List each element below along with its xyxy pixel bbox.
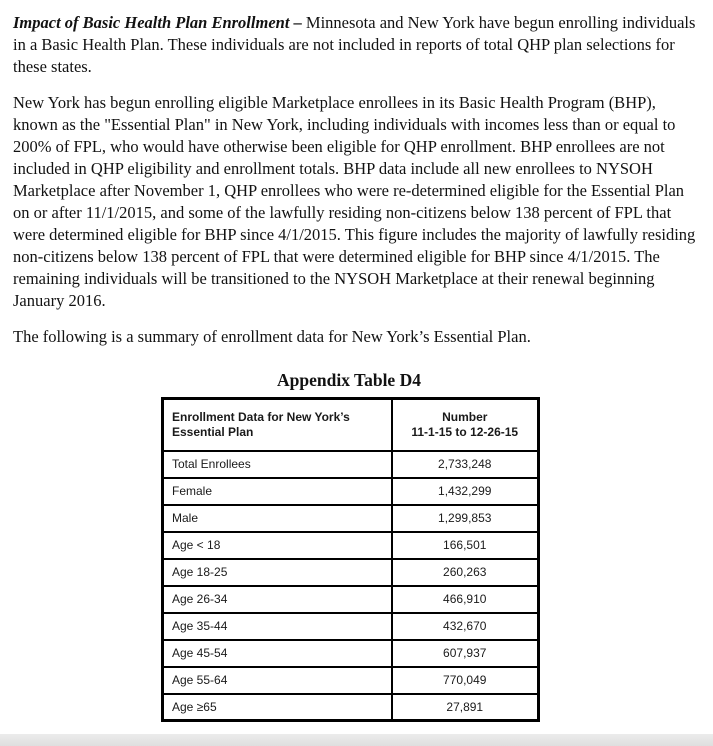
table-row bbox=[163, 505, 539, 532]
table-row bbox=[163, 586, 539, 613]
paragraph-heading: Impact of Basic Health Plan Enrollment bbox=[13, 13, 290, 32]
table-row bbox=[163, 667, 539, 694]
table-caption-wrap bbox=[161, 370, 537, 391]
row-label: Age 18-25 bbox=[163, 559, 392, 586]
heading-dash: – bbox=[289, 13, 306, 32]
table-header-row bbox=[163, 399, 539, 451]
row-label: Age 45-54 bbox=[163, 640, 392, 667]
row-value: 466,910 bbox=[392, 586, 539, 613]
intro-paragraph bbox=[13, 12, 701, 78]
row-label: Age 55-64 bbox=[163, 667, 392, 694]
table-header-number bbox=[392, 399, 539, 451]
row-value: 260,263 bbox=[392, 559, 539, 586]
row-value: 2,733,248 bbox=[392, 451, 539, 478]
enrollment-table bbox=[161, 397, 540, 722]
row-label: Male bbox=[163, 505, 392, 532]
row-label: Female bbox=[163, 478, 392, 505]
table-header-number-line1: Number bbox=[442, 409, 488, 424]
table-header-number-line2: 11-1-15 to 12-26-15 bbox=[411, 424, 519, 439]
row-value: 770,049 bbox=[392, 667, 539, 694]
table-row bbox=[163, 451, 539, 478]
row-label: Age < 18 bbox=[163, 532, 392, 559]
bhp-detail-paragraph: New York has begun enrolling eligible Marketplace enrollees in its Basic Health Program (BHP), known as the "Essential Plan" in New York, including individuals with incomes less than or equal to 200% of FPL, who would have otherwise been eligible for QHP enrollment. BHP enrollees are not included in QHP eligibility and enrollment totals. BHP data include all new enrollees to NYSOH Marketplace after November 1, QHP enrollees who were re-determined eligible for the Essential Plan on or after 11/1/2015, and some of the lawfully residing non-citizens below 138 percent of FPL that were determined eligible for BHP since 4/1/2015. This figure includes the majority of lawfully residing non-citizens below 138 percent of FPL that were determined eligible for BHP since 4/1/2015. The remaining individuals will be transitioned to the NYSOH Marketplace at their renewal beginning January 2016. bbox=[13, 93, 696, 310]
row-value: 166,501 bbox=[392, 532, 539, 559]
row-value: 607,937 bbox=[392, 640, 539, 667]
row-label: Age 35-44 bbox=[163, 613, 392, 640]
table-row bbox=[163, 694, 539, 721]
table-title: Appendix Table D4 bbox=[277, 370, 421, 390]
scan-bottom-edge bbox=[0, 734, 713, 746]
table-row bbox=[163, 532, 539, 559]
table-row bbox=[163, 478, 539, 505]
row-value: 432,670 bbox=[392, 613, 539, 640]
table-row bbox=[163, 559, 539, 586]
row-value: 1,432,299 bbox=[392, 478, 539, 505]
table-header-label: Enrollment Data for New York’s Essential Plan bbox=[163, 399, 392, 451]
intro-paragraph-text: Minnesota and New York have begun enrolling individuals in a Basic Health Plan. These individuals are not included in reports of total QHP plan selections for these states. bbox=[13, 13, 696, 76]
row-label: Total Enrollees bbox=[163, 451, 392, 478]
table-row bbox=[163, 613, 539, 640]
row-label: Age 26-34 bbox=[163, 586, 392, 613]
row-label: Age ≥65 bbox=[163, 694, 392, 721]
row-value: 1,299,853 bbox=[392, 505, 539, 532]
row-value: 27,891 bbox=[392, 694, 539, 721]
summary-lead-paragraph: The following is a summary of enrollment data for New York’s Essential Plan. bbox=[13, 327, 531, 346]
table-row bbox=[163, 640, 539, 667]
